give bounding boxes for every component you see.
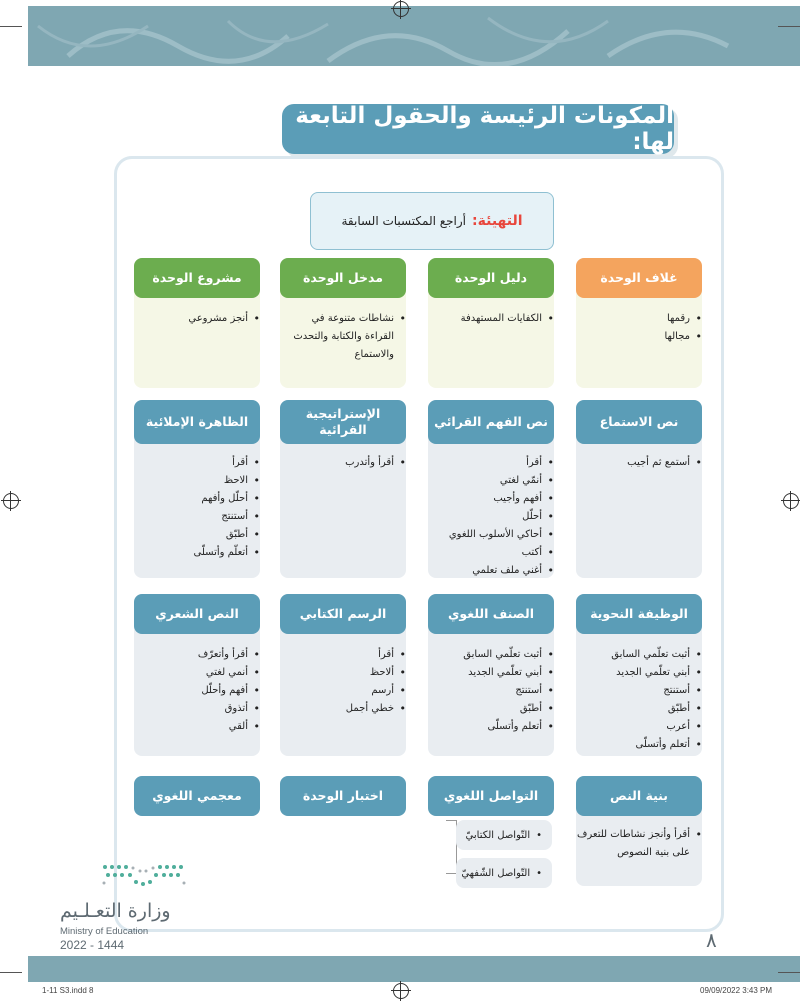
list-item: • أقرأ وأتدرب [280, 454, 406, 472]
sub-oral-communication [456, 858, 552, 888]
list-item: • أنجز مشروعي [134, 310, 260, 328]
list-unit-cover [576, 310, 716, 346]
list-item: • أتذوق [134, 700, 260, 718]
list-item: • أطبّق [576, 700, 702, 718]
list-item: • أحلّل [428, 508, 554, 526]
header-linguistic-communication [428, 776, 554, 816]
header-label: التواصل اللغوي [443, 788, 539, 803]
list-item: • أستنتج [134, 508, 260, 526]
list-listening-text [576, 454, 716, 472]
header-handwriting [280, 594, 406, 634]
list-spelling [134, 454, 274, 562]
print-slug-file: 1-11 S3.indd 8 [42, 986, 94, 995]
list-item: • أقرأ [428, 454, 554, 472]
crop-mark [778, 26, 800, 27]
sub-written-communication [456, 820, 552, 850]
top-decorative-band [28, 6, 800, 66]
page-number: ٨ [706, 928, 717, 952]
header-unit-project [134, 258, 260, 298]
list-unit-project [134, 310, 274, 328]
header-label: دليل الوحدة [454, 270, 528, 285]
header-label: الإستراتيجية القرائية [305, 406, 381, 437]
list-item: • أستنتج [576, 682, 702, 700]
header-label: مدخل الوحدة [303, 270, 383, 285]
list-handwriting [280, 646, 420, 718]
list-item: • أثبت تعلّمي السابق [576, 646, 702, 664]
list-item: • أبني تعلّمي الجديد [428, 664, 554, 682]
header-label: بنية النص [610, 788, 668, 803]
list-item: • أعرب [576, 718, 702, 736]
list-item: • ألقي [134, 718, 260, 736]
list-item: • أبني تعلّمي الجديد [576, 664, 702, 682]
list-item: • ألاحظ [280, 664, 406, 682]
list-item: • أستنتج [428, 682, 554, 700]
list-item: • نشاطات متنوعة في القراءة والكتابة والتحدث والاستماع [280, 310, 406, 364]
list-item: • أحلّل وأفهم [134, 490, 260, 508]
list-text-structure [576, 826, 716, 862]
list-item: • أقرأ [134, 454, 260, 472]
list-item: • أستمع ثم أجيب [576, 454, 702, 472]
list-item: • أتعلّم وأتسلّى [134, 544, 260, 562]
header-label: معجمي اللغوي [152, 788, 242, 803]
list-unit-guide [428, 310, 568, 328]
header-label: الرسم الكتابي [299, 606, 387, 621]
list-item: • أغني ملف تعلمي [428, 562, 554, 580]
list-item: • أقرأ وأنجز نشاطات للتعرف على بنية النصوص [576, 826, 702, 862]
header-label: الظاهرة الإملائية [145, 414, 249, 429]
warmup-text: أراجع المكتسبات السابقة [341, 214, 467, 228]
list-item: • أكتب [428, 544, 554, 562]
header-label: غلاف الوحدة [600, 270, 678, 285]
list-item: • أفهم وأحلّل [134, 682, 260, 700]
header-label: الوظيفة النحوية [590, 606, 688, 621]
list-item: • رقمها [576, 310, 702, 328]
page-title-box [282, 104, 674, 154]
ministry-logo-dots [100, 862, 190, 892]
list-item: • أطبّق [134, 526, 260, 544]
header-unit-cover [576, 258, 702, 298]
list-linguistic-category [428, 646, 568, 736]
crop-mark [0, 26, 22, 27]
list-item: • أتعلم وأتسلّى [576, 736, 702, 754]
list-item: • أرسم [280, 682, 406, 700]
header-unit-intro [280, 258, 406, 298]
warmup-box [310, 192, 554, 250]
list-reading-comprehension [428, 454, 568, 580]
list-item: • أطبّق [428, 700, 554, 718]
list-item: • الاحظ [134, 472, 260, 490]
header-label: مشروع الوحدة [152, 270, 242, 285]
header-spelling [134, 400, 260, 444]
list-item: • مجالها [576, 328, 702, 346]
registration-mark [3, 493, 19, 509]
print-slug-date: 09/09/2022 3:43 PM [700, 986, 773, 995]
header-label: النص الشعري [155, 606, 239, 621]
header-grammar [576, 594, 702, 634]
calligraphy-pattern [28, 6, 800, 66]
crop-mark [778, 972, 800, 973]
header-label: نص الاستماع [599, 414, 679, 429]
header-label: نص الفهم القرائي [434, 414, 548, 429]
list-item: • أنمي لغتي [134, 664, 260, 682]
list-item: • أقرأ [280, 646, 406, 664]
header-my-lexicon [134, 776, 260, 816]
list-item: • أفهم وأجيب [428, 490, 554, 508]
header-poetry [134, 594, 260, 634]
ministry-name-english: Ministry of Education [60, 926, 149, 937]
list-item: • أتعلم وأتسلّى [428, 718, 554, 736]
registration-mark [393, 1, 409, 17]
header-reading-comprehension [428, 400, 554, 444]
registration-mark [393, 983, 409, 999]
page-title: المكونات الرئيسة والحقول التابعة لها: [295, 103, 674, 155]
list-reading-strategy [280, 454, 420, 472]
header-linguistic-category [428, 594, 554, 634]
sub-label: • التّواصل الشّفهيّ [461, 867, 531, 879]
edition-year: 2022 - 1444 [60, 938, 125, 952]
bottom-decorative-band [28, 956, 800, 982]
registration-mark [783, 493, 799, 509]
warmup-label: التهيئة: [472, 213, 523, 229]
header-unit-test [280, 776, 406, 816]
header-text-structure [576, 776, 702, 816]
list-grammar [576, 646, 716, 754]
list-item: • الكفايات المستهدفة [428, 310, 554, 328]
header-label: اختبار الوحدة [302, 788, 384, 803]
header-reading-strategy [280, 400, 406, 444]
ministry-name-arabic: وزارة التعـلـيم [60, 900, 171, 922]
list-item: • أنمّي لغتي [428, 472, 554, 490]
list-item: • أقرأ وأتعرّف [134, 646, 260, 664]
list-poetry [134, 646, 274, 736]
list-unit-intro [280, 310, 420, 364]
header-unit-guide [428, 258, 554, 298]
header-listening-text [576, 400, 702, 444]
sub-label: • التّواصل الكتابيّ [465, 829, 531, 841]
list-item: • أحاكي الأسلوب اللغوي [428, 526, 554, 544]
list-item: • أثبت تعلّمي السابق [428, 646, 554, 664]
header-label: الصنف اللغوي [447, 606, 535, 621]
crop-mark [0, 972, 22, 973]
list-item: • خطي أجمل [280, 700, 406, 718]
